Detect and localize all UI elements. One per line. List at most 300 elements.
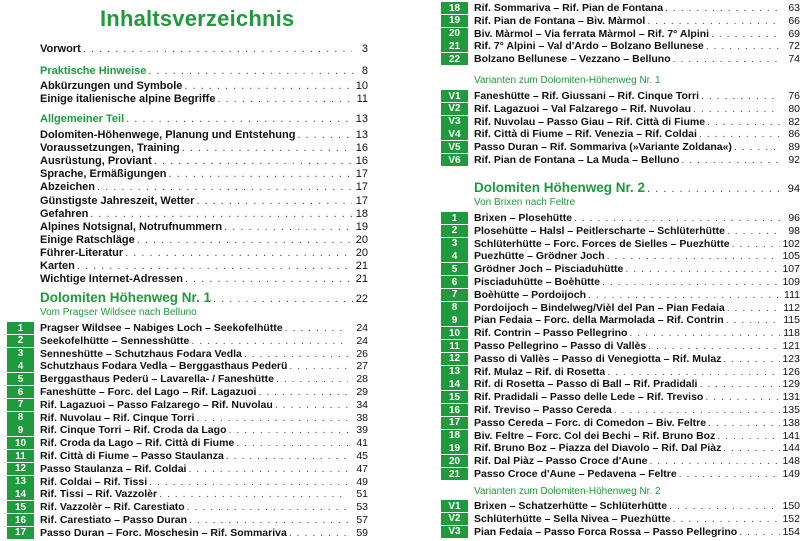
stage-entry[interactable] bbox=[441, 103, 800, 115]
stage-page: 29 bbox=[356, 386, 368, 398]
leader-dots bbox=[726, 314, 780, 326]
leader-dots bbox=[149, 476, 348, 488]
leader-dots bbox=[83, 43, 352, 56]
stage-page: 112 bbox=[783, 301, 800, 314]
toc-entry-page: 13 bbox=[355, 129, 368, 141]
stage-entry[interactable] bbox=[441, 417, 800, 429]
stage-entry[interactable] bbox=[441, 238, 800, 250]
stage-number-badge: V1 bbox=[441, 500, 468, 512]
stage-title: Brixen – Plosehütte bbox=[474, 212, 573, 224]
stage-number-badge: V3 bbox=[441, 116, 468, 128]
stage-number-badge: 18 bbox=[441, 2, 468, 14]
section-page: 8 bbox=[361, 65, 368, 77]
stage-number-badge: 21 bbox=[441, 468, 468, 480]
stage-page: 149 bbox=[782, 468, 800, 480]
stage-page: 38 bbox=[356, 411, 368, 424]
stage-title: Passo Croce d'Aune – Pedavena – Feltre bbox=[474, 468, 677, 480]
stage-number-badge: 10 bbox=[7, 437, 34, 449]
leader-dots bbox=[185, 273, 352, 286]
route-subtitle-2: Von Brixen nach Feltre bbox=[474, 197, 576, 208]
stage-number-badge: 19 bbox=[441, 15, 468, 27]
toc-entry[interactable] bbox=[40, 142, 368, 155]
stage-page: 63 bbox=[788, 2, 800, 14]
toc-entry-page: 18 bbox=[355, 207, 368, 220]
leader-dots bbox=[184, 80, 352, 93]
stage-title: Rif. Coldai – Rif. Tissi bbox=[40, 475, 148, 488]
leader-dots bbox=[196, 412, 348, 424]
route-heading-2[interactable] bbox=[474, 180, 800, 195]
stage-page: 41 bbox=[356, 437, 368, 450]
section-title: Allgemeiner Teil bbox=[40, 113, 125, 125]
stage-entry[interactable] bbox=[441, 263, 800, 275]
leader-dots bbox=[159, 488, 348, 500]
stage-entry[interactable] bbox=[441, 468, 800, 480]
stage-number-badge: 19 bbox=[441, 442, 468, 454]
route-page: 22 bbox=[355, 293, 368, 305]
stage-entry[interactable] bbox=[7, 463, 368, 475]
leader-dots bbox=[148, 65, 359, 77]
toc-entry-page: 3 bbox=[361, 43, 368, 55]
stage-entry[interactable] bbox=[7, 360, 368, 372]
stage-number-badge: 15 bbox=[441, 391, 468, 403]
stage-entry[interactable] bbox=[441, 526, 800, 538]
toc-entry[interactable] bbox=[40, 181, 368, 194]
toc-entry-title: Günstigste Jahreszeit, Wetter bbox=[40, 194, 195, 207]
stage-title: Plosehütte – Halsl – Peitlerscharte – Schlüterhütte bbox=[474, 224, 725, 237]
leader-dots bbox=[154, 155, 352, 168]
stage-page: 111 bbox=[784, 288, 800, 301]
stage-number-badge: 16 bbox=[441, 404, 468, 416]
stage-page: 126 bbox=[782, 365, 800, 378]
stage-page: 121 bbox=[782, 340, 800, 352]
stage-number-badge: 2 bbox=[441, 225, 468, 237]
stage-page: 150 bbox=[782, 500, 800, 512]
stage-number-badge: 4 bbox=[441, 250, 468, 262]
leader-dots bbox=[217, 93, 352, 106]
stage-page: 102 bbox=[782, 237, 800, 250]
stage-number-badge: 1 bbox=[7, 322, 34, 334]
stage-entry[interactable] bbox=[441, 391, 800, 403]
toc-entry-title: Alpines Notsignal, Notrufnummern bbox=[40, 220, 223, 233]
leader-dots bbox=[188, 463, 348, 475]
toc-entry-title: Abzeichen bbox=[40, 181, 96, 194]
stage-number-badge: 7 bbox=[7, 399, 34, 411]
stage-number-badge: 22 bbox=[441, 53, 468, 65]
leader-dots bbox=[625, 263, 780, 275]
stage-entry[interactable] bbox=[441, 141, 800, 153]
toc-entry-page: 16 bbox=[355, 155, 368, 168]
stage-page: 144 bbox=[782, 442, 800, 455]
stage-entry[interactable] bbox=[7, 322, 368, 334]
stage-title: Rif. Nuvolau – Rif. Cinque Torri bbox=[40, 411, 195, 424]
stage-title: Rif. Treviso – Passo Cereda bbox=[474, 404, 612, 416]
stage-page: 49 bbox=[356, 475, 368, 488]
stage-title: Passo Duran – Forc. Moschesin – Rif. Sommariva bbox=[40, 526, 287, 539]
leader-dots bbox=[723, 353, 780, 365]
leader-dots bbox=[236, 437, 348, 449]
stage-number-badge: 13 bbox=[7, 476, 34, 488]
stage-number-badge: 1 bbox=[441, 212, 468, 224]
leader-dots bbox=[648, 340, 780, 352]
leader-dots bbox=[647, 183, 786, 195]
stage-entry[interactable] bbox=[441, 378, 800, 390]
stage-number-badge: 12 bbox=[7, 463, 34, 475]
stage-page: 27 bbox=[356, 360, 368, 373]
leader-dots bbox=[228, 424, 348, 436]
leader-dots bbox=[665, 2, 780, 14]
toc-entry-title: Gefahren bbox=[40, 207, 89, 220]
toc-entry[interactable] bbox=[40, 168, 368, 181]
leader-dots bbox=[77, 260, 352, 273]
stage-entry[interactable] bbox=[441, 455, 800, 467]
stage-title: Grödner Joch – Pisciaduhütte bbox=[474, 263, 624, 276]
stage-entry[interactable] bbox=[441, 15, 800, 27]
toc-entry-page: 21 bbox=[355, 260, 368, 272]
leader-dots bbox=[169, 168, 352, 181]
leader-dots bbox=[673, 53, 780, 65]
toc-entry-title: Vorwort bbox=[40, 43, 81, 55]
leader-dots bbox=[681, 154, 780, 166]
stage-page: 72 bbox=[788, 40, 800, 53]
leader-dots bbox=[727, 225, 780, 237]
toc-entry[interactable] bbox=[40, 247, 368, 260]
leader-dots bbox=[732, 238, 780, 250]
route-title: Dolomiten Höhenweg Nr. 1 bbox=[40, 290, 212, 305]
toc-entry[interactable] bbox=[40, 195, 368, 208]
stage-page: 24 bbox=[356, 334, 368, 347]
leader-dots bbox=[125, 247, 352, 260]
leader-dots bbox=[276, 373, 348, 385]
stage-entry[interactable] bbox=[441, 404, 800, 416]
stage-title: Bolzano Bellunese – Vezzano – Belluno bbox=[474, 53, 671, 66]
stage-title: Rif. Città di Fiume – Passo Staulanza bbox=[40, 450, 224, 462]
leader-dots bbox=[607, 250, 780, 262]
stage-title: Rif. Carestiato – Passo Duran bbox=[40, 514, 188, 526]
stage-entry[interactable] bbox=[441, 430, 800, 442]
leader-dots bbox=[126, 113, 354, 125]
stage-number-badge: 17 bbox=[441, 417, 468, 429]
stage-entry[interactable] bbox=[7, 348, 368, 360]
leader-dots bbox=[275, 399, 348, 411]
toc-entry-title: Ausrüstung, Proviant bbox=[40, 155, 152, 168]
toc-entry[interactable] bbox=[40, 80, 368, 93]
stage-title: Faneshütte – Forc. del Lago – Rif. Lagazuoi bbox=[40, 386, 257, 398]
leader-dots bbox=[647, 15, 780, 27]
toc-entry-page: 21 bbox=[355, 273, 368, 286]
toc-entry-title: Dolomiten-Höhenwege, Planung und Entstehung bbox=[40, 129, 296, 141]
stage-page: 80 bbox=[788, 102, 800, 115]
leader-dots bbox=[693, 103, 780, 115]
stage-number-badge: V3 bbox=[441, 526, 468, 538]
stage-page: 26 bbox=[356, 347, 368, 360]
stage-number-badge: 16 bbox=[7, 514, 34, 526]
stage-number-badge: 14 bbox=[441, 378, 468, 390]
stage-entry[interactable] bbox=[441, 28, 800, 40]
stage-entry[interactable] bbox=[441, 327, 800, 339]
leader-dots bbox=[574, 212, 780, 224]
stage-number-badge: 2 bbox=[7, 335, 34, 347]
leader-dots bbox=[669, 500, 780, 512]
stage-page: 138 bbox=[782, 416, 800, 429]
stage-number-badge: 8 bbox=[441, 302, 468, 314]
stage-title: Pragser Wildsee – Nabiges Loch – Seekofelhütte bbox=[40, 322, 283, 334]
stage-number-badge: V2 bbox=[441, 103, 468, 115]
stage-page: 96 bbox=[788, 212, 800, 224]
variants-heading-1: Varianten zum Dolomiten-Höhenweg Nr. 1 bbox=[474, 75, 661, 86]
stage-page: 59 bbox=[356, 526, 368, 539]
stage-title: Rif. Dal Piàz – Passo Croce d'Aune bbox=[474, 455, 648, 468]
section-heading-praktisch[interactable] bbox=[40, 65, 368, 77]
stage-title: Rif. 7° Alpini – Val d'Ardo – Bolzano Bellunese bbox=[474, 40, 704, 53]
stage-page: 141 bbox=[782, 429, 800, 442]
leader-dots bbox=[727, 302, 780, 314]
stage-entry[interactable] bbox=[441, 90, 800, 102]
toc-entry[interactable] bbox=[40, 43, 368, 56]
stage-number-badge: 10 bbox=[441, 327, 468, 339]
stage-number-badge: 4 bbox=[7, 360, 34, 372]
stage-entry[interactable] bbox=[441, 302, 800, 314]
stage-entry[interactable] bbox=[7, 514, 368, 526]
stage-entry[interactable] bbox=[7, 527, 368, 539]
stage-page: 53 bbox=[356, 501, 368, 514]
leader-dots bbox=[602, 276, 780, 288]
leader-dots bbox=[289, 527, 348, 539]
stage-page: 135 bbox=[782, 404, 800, 416]
stage-number-badge: 18 bbox=[441, 430, 468, 442]
stage-entry[interactable] bbox=[7, 501, 368, 513]
leader-dots bbox=[196, 195, 352, 208]
stage-title: Rif. Bruno Boz – Piazza del Diavolo – Rif. Dal Piàz bbox=[474, 442, 722, 455]
stage-title: Rif. Contrin – Passo Pellegrino bbox=[474, 327, 628, 340]
stage-page: 24 bbox=[356, 322, 368, 334]
stage-entry[interactable] bbox=[441, 40, 800, 52]
leader-dots bbox=[723, 442, 780, 454]
stage-entry[interactable] bbox=[441, 212, 800, 224]
leader-dots bbox=[213, 293, 354, 305]
stage-page: 131 bbox=[782, 391, 800, 404]
toc-entry-page: 17 bbox=[355, 168, 368, 181]
leader-dots bbox=[189, 514, 348, 526]
stage-page: 115 bbox=[783, 314, 800, 327]
stage-title: Rif. Vazzolèr – Rif. Carestiato bbox=[40, 501, 185, 514]
stage-title: Biv. Feltre – Forc. Col dei Bechi – Rif. Bruno Boz bbox=[474, 429, 716, 442]
stage-title: Rif. Nuvolau – Passo Giau – Rif. Città di Fiume bbox=[474, 115, 706, 128]
stage-title: Schutzhaus Fodara Vedla – Berggasthaus Pederü bbox=[40, 360, 288, 373]
toc-entry[interactable] bbox=[40, 221, 368, 234]
stage-title: Passo Pellegrino – Passo di Vallès bbox=[474, 340, 647, 352]
stage-title: Rif. Pian de Fontana – Biv. Màrmol bbox=[474, 14, 646, 27]
stage-entry[interactable] bbox=[7, 386, 368, 398]
stage-entry[interactable] bbox=[7, 412, 368, 424]
leader-dots bbox=[717, 430, 780, 442]
leader-dots bbox=[258, 386, 348, 398]
stage-title: Boèhütte – Pordoijoch bbox=[474, 288, 587, 301]
toc-entry-page: 20 bbox=[355, 233, 368, 246]
stage-entry[interactable] bbox=[441, 250, 800, 262]
stage-page: 92 bbox=[788, 154, 800, 166]
stage-title: Senneshütte – Schutzhaus Fodara Vedla bbox=[40, 347, 242, 360]
section-title: Praktische Hinweise bbox=[40, 65, 147, 77]
toc-entry-title: Führer-Literatur bbox=[40, 246, 124, 259]
toc-entry[interactable] bbox=[40, 208, 368, 221]
leader-dots bbox=[649, 455, 780, 467]
stage-title: Pisciaduhütte – Boèhütte bbox=[474, 276, 601, 288]
toc-entry-page: 17 bbox=[355, 181, 368, 194]
stage-title: Passo Duran – Rif. Sommariva (»Variante Zoldana«) bbox=[474, 141, 732, 154]
stage-page: 39 bbox=[356, 424, 368, 437]
toc-entry[interactable] bbox=[40, 234, 368, 247]
stage-page: 109 bbox=[782, 276, 800, 288]
leader-dots bbox=[607, 366, 780, 378]
leader-dots bbox=[679, 468, 780, 480]
stage-page: 98 bbox=[788, 224, 800, 237]
leader-dots bbox=[191, 335, 348, 347]
stage-number-badge: V4 bbox=[441, 128, 468, 140]
stage-number-badge: 20 bbox=[441, 28, 468, 40]
stage-page: 82 bbox=[788, 115, 800, 128]
stage-number-badge: V1 bbox=[441, 90, 468, 102]
stage-title: Rif. Croda da Lago – Rif. Città di Fiume bbox=[40, 437, 235, 450]
stage-page: 47 bbox=[356, 462, 368, 475]
toc-entry-title: Voraussetzungen, Training bbox=[40, 142, 180, 155]
toc-entry[interactable] bbox=[40, 93, 368, 106]
stage-page: 69 bbox=[788, 27, 800, 40]
stage-number-badge: 13 bbox=[441, 366, 468, 378]
stage-number-badge: 5 bbox=[441, 263, 468, 275]
stage-title: Rif. Mulaz – Rif. di Rosetta bbox=[474, 365, 606, 378]
stage-number-badge: 12 bbox=[441, 353, 468, 365]
stage-entry[interactable] bbox=[7, 437, 368, 449]
toc-entry[interactable] bbox=[40, 129, 368, 142]
stage-entry[interactable] bbox=[441, 353, 800, 365]
leader-dots bbox=[629, 327, 780, 339]
stage-page: 51 bbox=[356, 488, 368, 501]
section-heading-allgemein[interactable] bbox=[40, 113, 368, 125]
toc-entry-page: 16 bbox=[355, 142, 368, 155]
leader-dots bbox=[614, 404, 780, 416]
stage-entry[interactable] bbox=[7, 450, 368, 462]
stage-title: Rif. Lagazuoi – Val Falzarego – Rif. Nuvolau bbox=[474, 102, 692, 115]
stage-page: 152 bbox=[782, 512, 800, 525]
section-page: 13 bbox=[355, 113, 368, 125]
stage-entry[interactable] bbox=[441, 225, 800, 237]
stage-page: 105 bbox=[782, 250, 800, 263]
leader-dots bbox=[97, 181, 352, 194]
variants-heading-2: Varianten zum Dolomiten-Höhenweg Nr. 2 bbox=[474, 486, 661, 497]
toc-entry[interactable] bbox=[40, 260, 368, 273]
leader-dots bbox=[244, 348, 348, 360]
stage-entry[interactable] bbox=[441, 289, 800, 301]
stage-entry[interactable] bbox=[441, 314, 800, 326]
toc-entry-title: Karten bbox=[40, 260, 75, 272]
stage-page: 123 bbox=[782, 352, 800, 365]
stage-page: 89 bbox=[788, 141, 800, 154]
stage-title: Rif. Pradidali – Passo delle Lede – Rif. Treviso bbox=[474, 391, 704, 404]
toc-entry[interactable] bbox=[40, 155, 368, 168]
stage-number-badge: V2 bbox=[441, 513, 468, 525]
stage-number-badge: 3 bbox=[7, 348, 34, 360]
leader-dots bbox=[699, 128, 780, 140]
stage-title: Schlüterhütte – Sella Nivea – Puezhütte bbox=[474, 512, 671, 525]
leader-dots bbox=[708, 417, 780, 429]
stage-title: Pordoijoch – Bindelweg/Vièl del Pan – Pian Fedaia bbox=[474, 301, 725, 314]
stage-title: Rif. Città di Fiume – Rif. Venezia – Rif. Coldai bbox=[474, 128, 697, 141]
route-heading-1[interactable] bbox=[40, 290, 368, 305]
stage-title: Seekofelhütte – Sennesshütte bbox=[40, 334, 190, 347]
stage-entry[interactable] bbox=[7, 373, 368, 385]
stage-entry[interactable] bbox=[441, 513, 800, 525]
stage-page: 57 bbox=[356, 514, 368, 526]
stage-page: 86 bbox=[788, 128, 800, 141]
stage-title: Pian Fedaia – Forc. della Marmolada – Rif. Contrin bbox=[474, 314, 724, 327]
stage-entry[interactable] bbox=[441, 116, 800, 128]
toc-entry-page: 19 bbox=[355, 220, 368, 233]
stage-number-badge: 9 bbox=[7, 424, 34, 436]
stage-number-badge: 8 bbox=[7, 412, 34, 424]
leader-dots bbox=[673, 513, 780, 525]
stage-entry[interactable] bbox=[7, 488, 368, 500]
stage-entry[interactable] bbox=[441, 276, 800, 288]
stage-title: Rif. Pian de Fontana – La Muda – Belluno bbox=[474, 154, 680, 166]
stage-page: 74 bbox=[788, 53, 800, 66]
stage-page: 107 bbox=[782, 263, 800, 276]
stage-number-badge: 6 bbox=[441, 276, 468, 288]
stage-entry[interactable] bbox=[441, 154, 800, 166]
stage-number-badge: 7 bbox=[441, 289, 468, 301]
stage-page: 28 bbox=[356, 373, 368, 386]
stage-entry[interactable] bbox=[441, 128, 800, 140]
leader-dots bbox=[701, 90, 780, 102]
leader-dots bbox=[226, 450, 348, 462]
stage-number-badge: 11 bbox=[7, 450, 34, 462]
stage-page: 118 bbox=[783, 327, 800, 340]
toc-entry-title: Sprache, Ermäßigungen bbox=[40, 168, 167, 181]
stage-number-badge: 9 bbox=[441, 314, 468, 326]
toc-entry-title: Einige italienische alpine Begriffe bbox=[40, 92, 216, 105]
stage-number-badge: V6 bbox=[441, 154, 468, 166]
leader-dots bbox=[588, 289, 780, 301]
stage-entry[interactable] bbox=[441, 340, 800, 352]
leader-dots bbox=[707, 116, 780, 128]
toc-entry-page: 11 bbox=[356, 92, 368, 105]
stage-entry[interactable] bbox=[7, 424, 368, 436]
stage-title: Rif. Lagazuoi – Passo Falzarego – Rif. Nuvolau bbox=[40, 398, 273, 411]
stage-entry[interactable] bbox=[7, 476, 368, 488]
stage-title: Faneshütte – Rif. Giussani – Rif. Cinque Torri bbox=[474, 90, 700, 102]
stage-entry[interactable] bbox=[7, 399, 368, 411]
stage-title: Rif. di Rosetta – Passo di Ball – Rif. Pradidali bbox=[474, 378, 698, 391]
stage-title: Passo Staulanza – Rif. Coldai bbox=[40, 462, 187, 475]
toc-entry[interactable] bbox=[40, 273, 368, 286]
stage-entry[interactable] bbox=[441, 2, 800, 14]
stage-title: Puezhütte – Grödner Joch bbox=[474, 250, 605, 263]
stage-entry[interactable] bbox=[441, 53, 800, 65]
leader-dots bbox=[705, 391, 780, 403]
stage-number-badge: 20 bbox=[441, 455, 468, 467]
stage-number-badge: 5 bbox=[7, 373, 34, 385]
leader-dots bbox=[289, 360, 348, 372]
leader-dots bbox=[734, 141, 780, 153]
stage-entry[interactable] bbox=[441, 366, 800, 378]
page-title: Inhaltsverzeichnis bbox=[100, 6, 295, 31]
leader-dots bbox=[90, 208, 352, 221]
leader-dots bbox=[285, 322, 348, 334]
stage-title: Biv. Màrmol – Via ferrata Màrmol – Rif. 7° Alpini bbox=[474, 27, 710, 40]
stage-title: Berggasthaus Pederü – Lavarella- / Faneshütte bbox=[40, 373, 274, 386]
stage-entry[interactable] bbox=[441, 442, 800, 454]
stage-entry[interactable] bbox=[7, 335, 368, 347]
stage-entry[interactable] bbox=[441, 500, 800, 512]
